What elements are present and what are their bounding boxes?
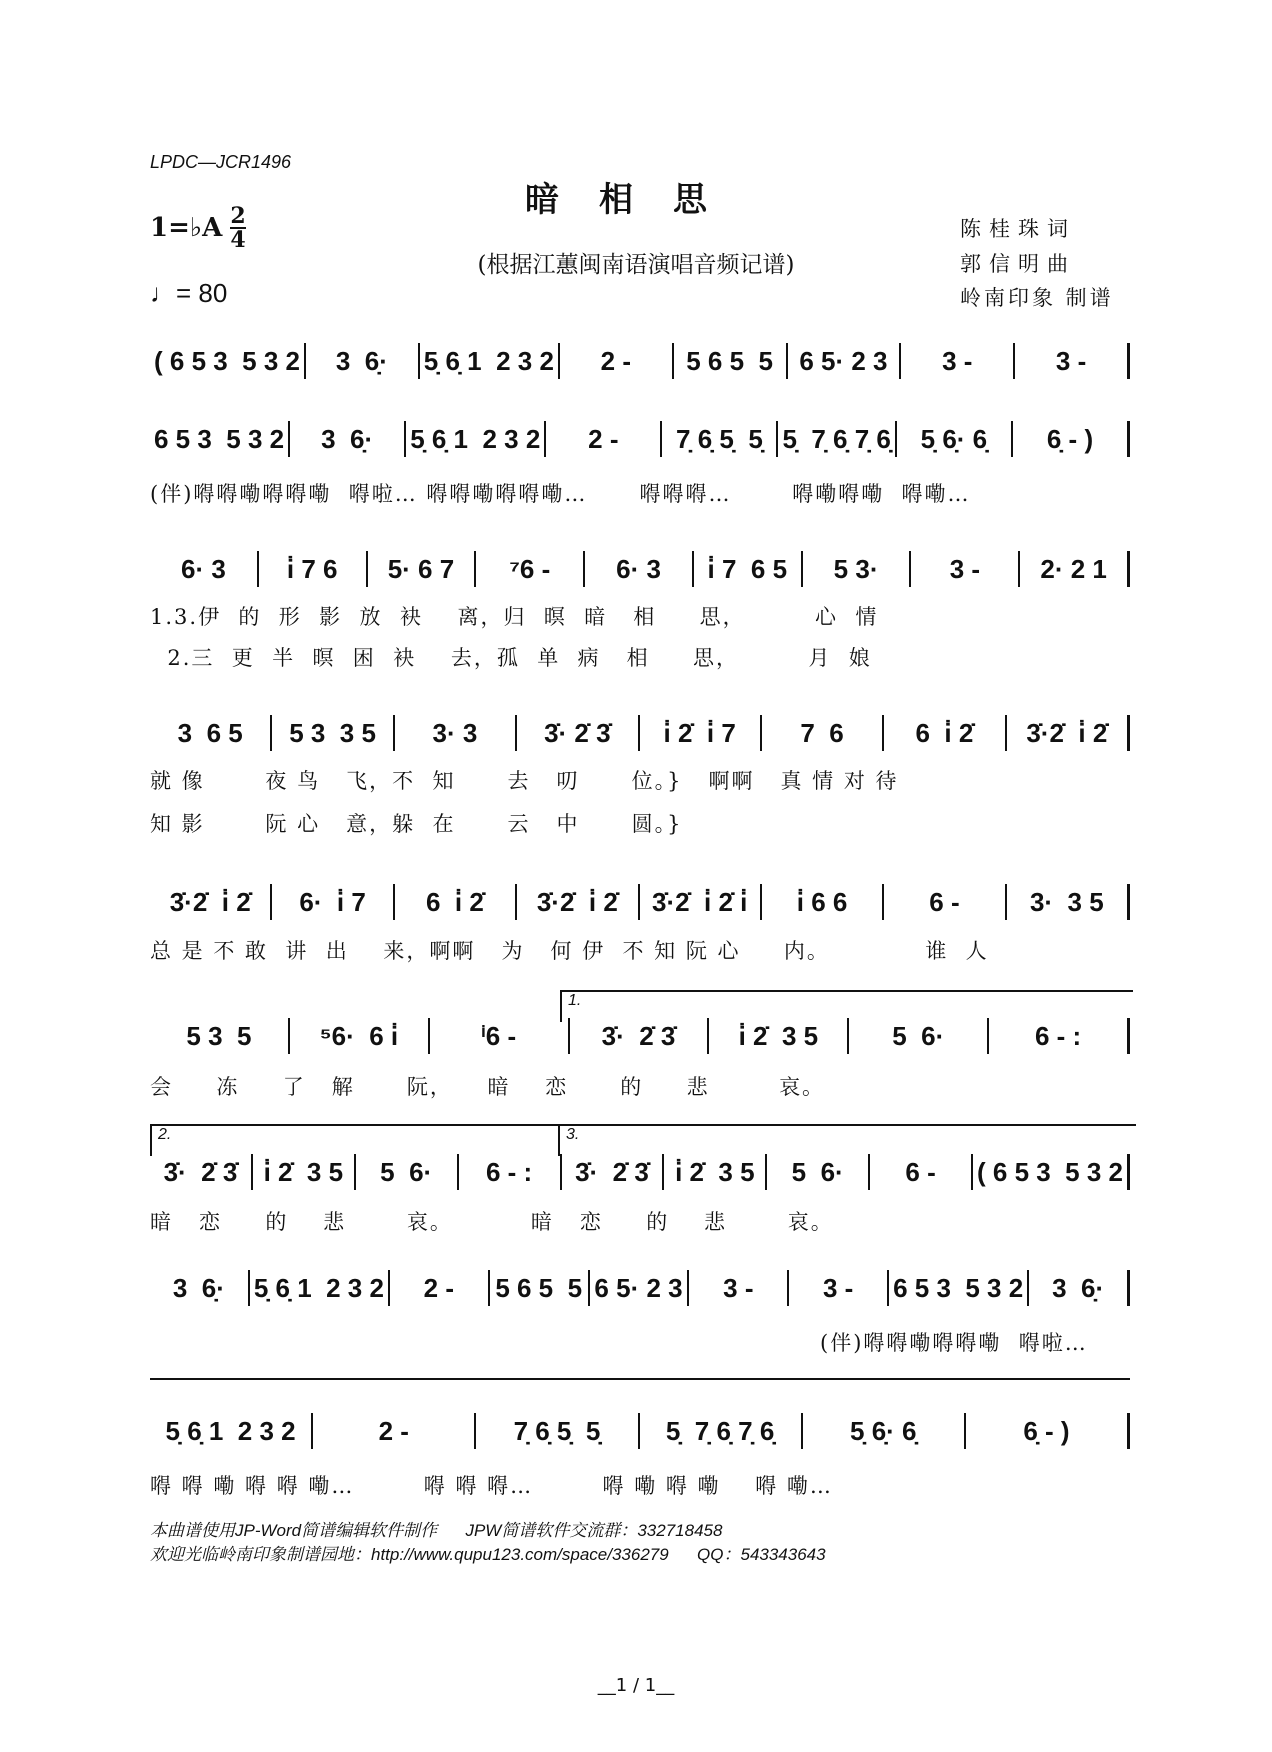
measure: 3 6̣· <box>306 343 420 379</box>
notation-row <box>150 715 1130 751</box>
measure: ( 6 5 3 5 3 2 <box>973 1154 1130 1190</box>
measure: 6· 3 <box>150 551 259 587</box>
measure: 3 - <box>1015 343 1130 379</box>
measure: 3 6 5 <box>150 715 272 751</box>
measure: 3̇·2̇ i̇ 2̇ i̇ <box>640 884 762 920</box>
measure: 3· 3 5 <box>1007 884 1130 920</box>
measure: 5̣ 7̣ 6̣ 7̣ 6̣ <box>640 1413 803 1449</box>
measure: 5̣ 6̣ 1 2 3 2 <box>420 343 560 379</box>
volta-bracket: 2. <box>150 1124 558 1156</box>
measure: 3 6̣· <box>150 1270 250 1306</box>
lyric-line: 暗 恋 的 悲 哀。 暗 恋 的 悲 哀。 <box>150 1210 834 1234</box>
measure: 5 6 5 5 <box>674 343 788 379</box>
measure: i̇ 2̇ 3 5 <box>664 1154 767 1190</box>
key-label: 1=♭A <box>150 213 223 243</box>
lyric-line: 2.三 更 半 暝 困 袂 去，孤 单 病 相 思， 月 娘 <box>150 646 872 670</box>
notation-row <box>150 343 1130 379</box>
measure: i̇ 2̇ 3 5 <box>709 1018 849 1054</box>
time-top: 2 <box>230 203 246 229</box>
measure: i̇ 6 6 <box>762 884 884 920</box>
measure: 6 5· 2 3 <box>788 343 902 379</box>
measure: ⁷6 - <box>476 551 585 587</box>
measure: 3̇· 2̇ 3̇ <box>570 1018 710 1054</box>
notation-row <box>150 884 1130 920</box>
measure: 3̇·2̇ i̇ 2̇ <box>517 884 639 920</box>
lyric-line: 会 冻 了 解 阮， 暗 恋 的 悲 哀。 <box>150 1075 826 1099</box>
measure: 2 - <box>313 1413 476 1449</box>
footer-line-1: 本曲谱使用JP-Word简谱编辑软件制作 JPW简谱软件交流群：332718458 <box>150 1521 723 1540</box>
arranger-credit: 岭南印象 制谱 <box>960 286 1114 310</box>
measure: 6 5· 2 3 <box>590 1270 690 1306</box>
measure: 6· i̇ 7 <box>272 884 394 920</box>
measure: 2· 2 1 <box>1020 551 1130 587</box>
notation-row <box>150 1413 1130 1449</box>
measure: i̇ 2̇ 3 5 <box>253 1154 356 1190</box>
lyric-line: 知 影 阮 心 意，躲 在 云 中 圆。} <box>150 812 683 836</box>
measure: 3 - <box>689 1270 789 1306</box>
measure: 6 5 3 5 3 2 <box>889 1270 1029 1306</box>
notation-row <box>150 421 1130 457</box>
measure: 3 - <box>901 343 1015 379</box>
measure: 5 3 3 5 <box>272 715 394 751</box>
page-title: 暗相思 <box>525 180 747 220</box>
volta-bracket: 1. <box>560 990 1133 1022</box>
measure: 2 - <box>560 343 674 379</box>
measure: 5̣ 6̣ 1 2 3 2 <box>150 1413 313 1449</box>
lyric-line: 就 像 夜 鸟 飞，不 知 去 叨 位。} 啊啊 真 情 对 待 <box>150 769 899 793</box>
measure: 2 - <box>546 421 662 457</box>
measure: 7̣ 6̣ 5̣ 5̣ <box>662 421 778 457</box>
lyric-line: 嘚 嘚 嘞 嘚 嘚 嘞… 嘚 嘚 嘚… 嘚 嘞 嘚 嘞 嘚 嘞… <box>150 1474 833 1498</box>
measure: 3 - <box>789 1270 889 1306</box>
volta-bracket: 3. <box>558 1124 1136 1156</box>
measure: 6̣ - ) <box>966 1413 1130 1449</box>
notation-row <box>150 1154 1130 1190</box>
measure: 3 6̣· <box>290 421 406 457</box>
subtitle: (根据江蕙闽南语演唱音频记谱) <box>477 252 795 278</box>
measure: 5̣ 6̣· 6̣ <box>897 421 1013 457</box>
measure: 5̣ 6̣· 6̣ <box>803 1413 966 1449</box>
notation-row <box>150 1018 1130 1054</box>
measure: 6 - <box>870 1154 973 1190</box>
page-number: __1 / 1__ <box>597 1675 675 1696</box>
measure: 5̣ 6̣ 1 2 3 2 <box>250 1270 390 1306</box>
composer-credit: 郭信明曲 <box>960 252 1076 276</box>
measure: 5 3· <box>803 551 912 587</box>
measure: 7̣ 6̣ 5̣ 5̣ <box>476 1413 639 1449</box>
measure: 3̇· 2̇ 3̇ <box>517 715 639 751</box>
measure: 6 - : <box>989 1018 1130 1054</box>
time-signature <box>230 205 245 251</box>
measure: 5 6· <box>767 1154 870 1190</box>
measure: 2 - <box>390 1270 490 1306</box>
measure: ⁵6· 6 i̇ <box>290 1018 430 1054</box>
notation-row <box>150 551 1130 587</box>
measure: 7 6 <box>762 715 884 751</box>
measure: 6 i̇ 2̇ <box>884 715 1006 751</box>
measure: 5 6· <box>849 1018 989 1054</box>
measure: 5̣ 6̣ 1 2 3 2 <box>406 421 546 457</box>
time-bottom: 4 <box>230 227 246 253</box>
lyricist-credit: 陈桂珠词 <box>960 217 1076 241</box>
notation-row <box>150 1270 1130 1306</box>
measure: 6 - <box>884 884 1006 920</box>
key-signature <box>150 205 246 251</box>
measure: 3· 3 <box>395 715 517 751</box>
measure: ⁱ6 - <box>430 1018 570 1054</box>
lyric-line: 总 是 不 敢 讲 出 来，啊啊 为 何 伊 不 知 阮 心 内。 谁 人 <box>150 939 989 963</box>
measure: 3̇· 2̇ 3̇ <box>150 1154 253 1190</box>
measure: 6 5 3 5 3 2 <box>150 421 290 457</box>
lyric-line: (伴)嘚嘚嘞嘚嘚嘞 嘚啦… 嘚嘚嘞嘚嘚嘞… 嘚嘚嘚… 嘚嘞嘚嘞 嘚嘞… <box>150 482 971 506</box>
measure: i̇ 2̇ i̇ 7 <box>640 715 762 751</box>
measure: 3̇· 2̇ 3̇ <box>562 1154 665 1190</box>
section-divider <box>150 1378 1130 1380</box>
lyric-line: 1.3.伊 的 形 影 放 袂 离，归 暝 暗 相 思， 心 情 <box>150 605 879 629</box>
measure: 6̣ - ) <box>1013 421 1130 457</box>
measure: 5 6· <box>356 1154 459 1190</box>
measure: 6 - : <box>459 1154 562 1190</box>
score-code: LPDC—JCR1496 <box>150 152 292 172</box>
measure: i̇ 7 6 5 <box>694 551 803 587</box>
measure: 5̣ 7̣ 6̣ 7̣ 6̣ <box>778 421 896 457</box>
measure: ( 6 5 3 5 3 2 <box>150 343 306 379</box>
measure: 3̇·2̇ i̇ 2̇ <box>150 884 272 920</box>
measure: 5 3 5 <box>150 1018 290 1054</box>
measure: 5 6 5 5 <box>490 1270 590 1306</box>
measure: 6 i̇ 2̇ <box>395 884 517 920</box>
lyric-line: (伴)嘚嘚嘞嘚嘚嘞 嘚啦… <box>820 1331 1088 1355</box>
measure: 3 6̣· <box>1029 1270 1130 1306</box>
measure: 3̇·2̇ i̇ 2̇ <box>1007 715 1130 751</box>
measure: 3 - <box>911 551 1020 587</box>
measure: 6· 3 <box>585 551 694 587</box>
tempo-marking: ♩= 80 <box>150 278 228 308</box>
measure: i̇ 7 6 <box>259 551 368 587</box>
footer-line-2: 欢迎光临岭南印象制谱园地：http://www.qupu123.com/space/336279 QQ：543343643 <box>150 1545 826 1564</box>
measure: 5· 6 7 <box>368 551 477 587</box>
